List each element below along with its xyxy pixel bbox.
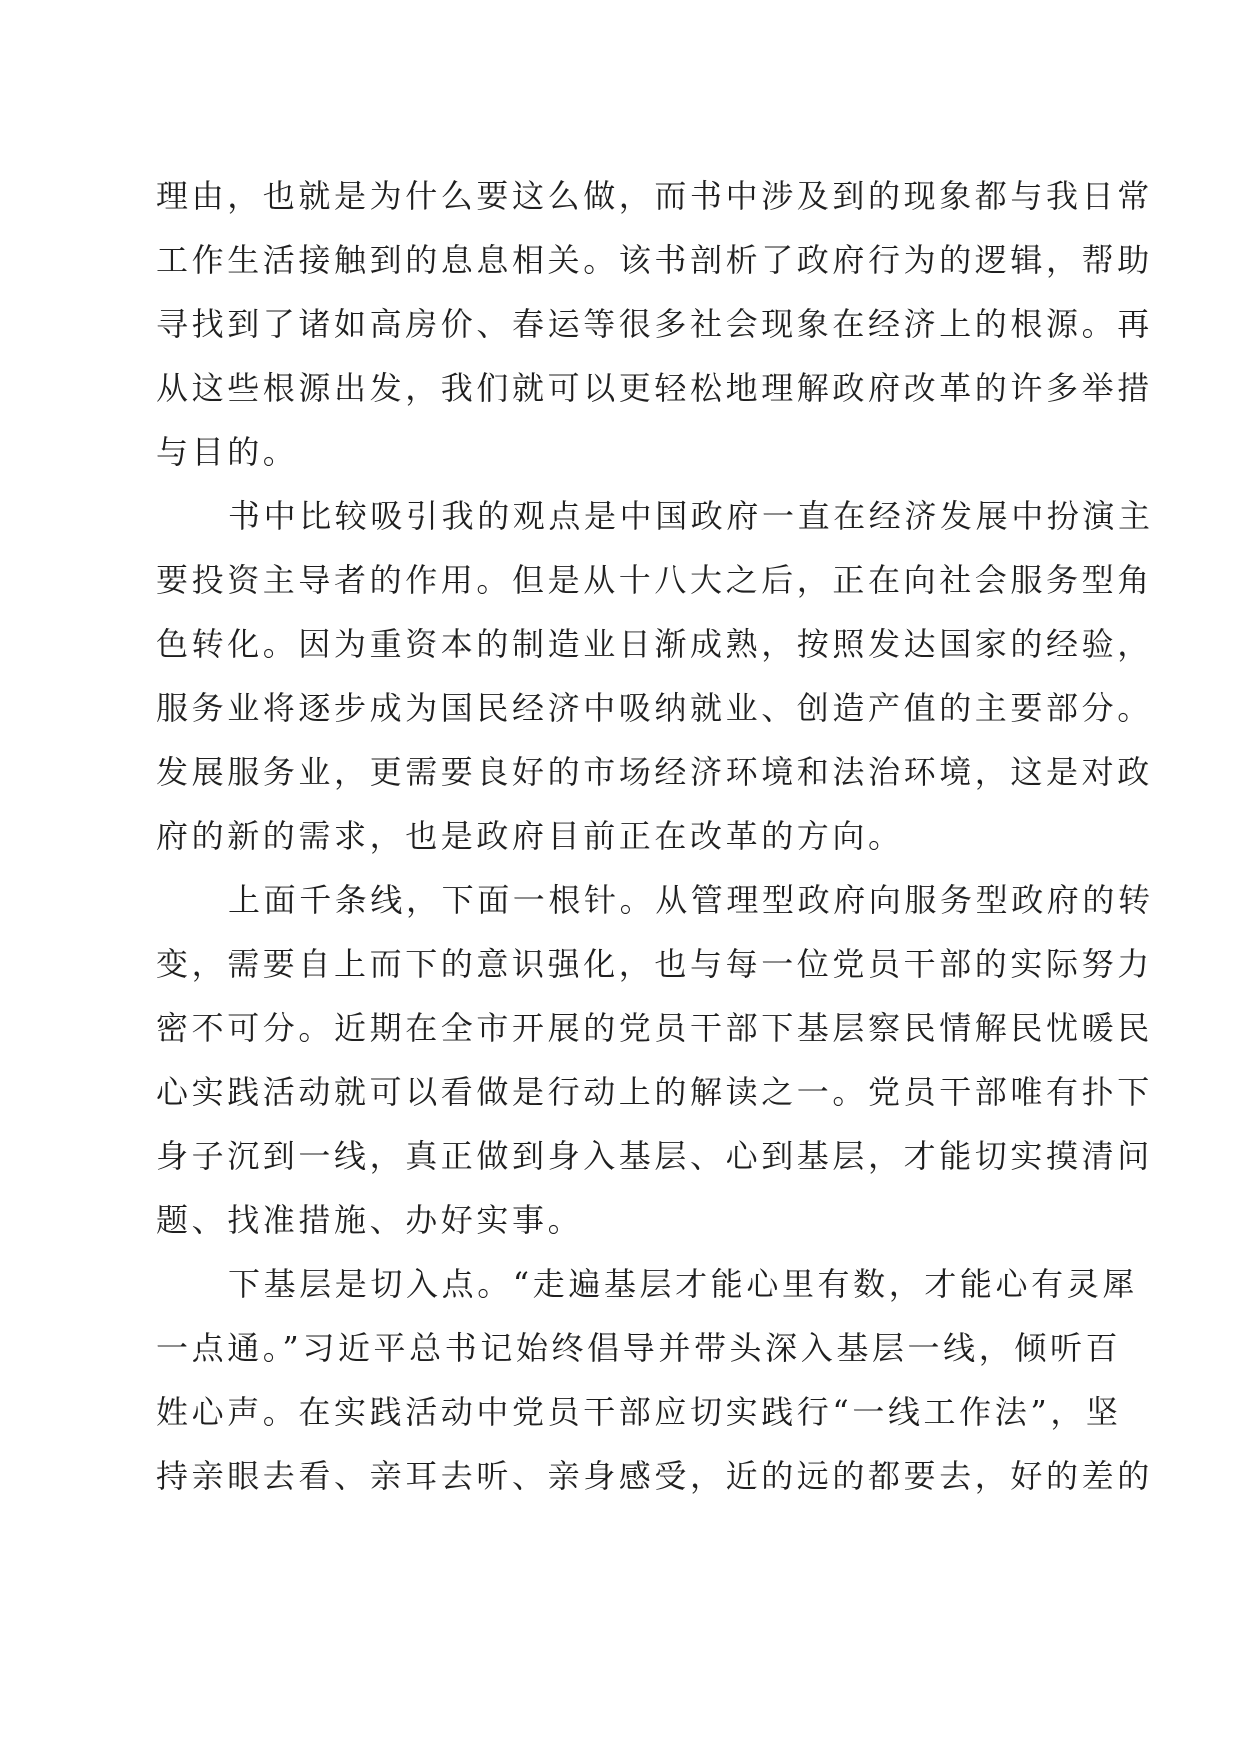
text-line: 要投资主导者的作用。但是从十八大之后，正在向社会服务型角 [156,561,1153,599]
text-line: 工作生活接触到的息息相关。该书剖析了政府行为的逻辑，帮助 [156,241,1153,279]
text-line: 下基层是切入点。“走遍基层才能心里有数，才能心有灵犀 [228,1265,1138,1303]
text-line: 姓心声。在实践活动中党员干部应切实践行“一线工作法”，坚 [156,1393,1122,1431]
text-line: 变，需要自上而下的意识强化，也与每一位党员干部的实际努力 [156,945,1153,983]
paragraph-2 [156,484,1154,868]
text-line: 密不可分。近期在全市开展的党员干部下基层察民情解民忧暖民 [156,1009,1153,1047]
text-line: 持亲眼去看、亲耳去听、亲身感受，近的远的都要去，好的差的 [156,1457,1153,1495]
text-line: 服务业将逐步成为国民经济中吸纳就业、创造产值的主要部分。 [156,689,1153,727]
text-line: 寻找到了诸如高房价、春运等很多社会现象在经济上的根源。再 [156,305,1153,343]
text-line: 与目的。 [156,433,299,471]
paragraph-3 [156,868,1154,1252]
text-line: 身子沉到一线，真正做到身入基层、心到基层，才能切实摸清问 [156,1137,1153,1175]
text-line: 色转化。因为重资本的制造业日渐成熟，按照发达国家的经验， [156,625,1153,663]
paragraph-4 [156,1252,1153,1508]
text-line: 一点通。”习近平总书记始终倡导并带头深入基层一线，倾听百 [156,1329,1122,1367]
text-line: 上面千条线，下面一根针。从管理型政府向服务型政府的转 [228,881,1154,919]
document-body [156,164,1154,1508]
text-line: 理由，也就是为什么要这么做，而书中涉及到的现象都与我日常 [156,177,1153,215]
text-line: 府的新的需求，也是政府目前正在改革的方向。 [156,817,904,855]
text-line: 发展服务业，更需要良好的市场经济环境和法治环境，这是对政 [156,753,1153,791]
paragraph-1 [156,164,1153,484]
text-line: 书中比较吸引我的观点是中国政府一直在经济发展中扮演主 [228,497,1154,535]
text-line: 从这些根源出发，我们就可以更轻松地理解政府改革的许多举措 [156,369,1153,407]
text-line: 心实践活动就可以看做是行动上的解读之一。党员干部唯有扑下 [156,1073,1153,1111]
text-line: 题、找准措施、办好实事。 [156,1201,584,1239]
